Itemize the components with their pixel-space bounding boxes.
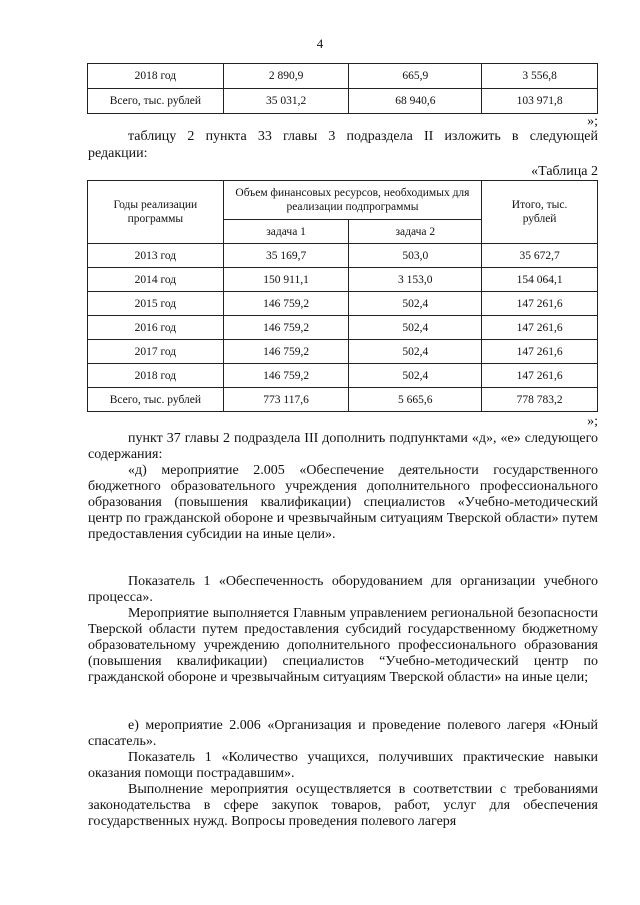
table-cell: 146 759,2 [223, 364, 349, 388]
table2-label: «Таблица 2 [531, 164, 598, 179]
paragraph: е) мероприятие 2.006 «Организация и проведение полевого лагеря «Юный спасатель». [88, 718, 598, 749]
table-cell: 773 117,6 [223, 388, 349, 412]
table-cell: 147 261,6 [482, 292, 598, 316]
intro-line2: редакции: [88, 146, 148, 161]
table-cell: 147 261,6 [482, 340, 598, 364]
table-cell: 2017 год [88, 340, 224, 364]
header-task2: задача 2 [349, 220, 482, 244]
table-row [88, 340, 598, 364]
table-cell: 150 911,1 [223, 268, 349, 292]
table-header-row [88, 181, 598, 220]
table-cell: 2018 год [88, 364, 224, 388]
table-cell: 502,4 [349, 364, 482, 388]
header-task1: задача 1 [223, 220, 349, 244]
table-row [88, 292, 598, 316]
table-row [88, 316, 598, 340]
intro-line1: таблицу 2 пункта 33 главы 3 подраздела II изложить в следующей [128, 129, 598, 144]
table-row [88, 388, 598, 412]
header-years: Годы реализации программы [88, 181, 224, 244]
page-number: 4 [316, 36, 324, 51]
table-row [88, 364, 598, 388]
paragraph: Показатель 1 «Обеспеченность оборудованием для организации учебного процесса». [88, 574, 598, 605]
table-cell: 68 940,6 [349, 89, 482, 114]
paragraph: Выполнение мероприятия осуществляется в соответствии с требованиями законодательства в сфере закупок товаров, работ, услуг для обеспечения государственных нужд. Вопросы проведения полевого лагеря [88, 782, 598, 829]
table-cell: 2015 год [88, 292, 224, 316]
table-cell: 503,0 [349, 244, 482, 268]
funding-table-continuation [87, 63, 598, 114]
table1-closing: »; [587, 114, 598, 129]
table-cell: 665,9 [349, 64, 482, 89]
table-cell: 154 064,1 [482, 268, 598, 292]
table-cell: 778 783,2 [482, 388, 598, 412]
table-cell: 146 759,2 [223, 292, 349, 316]
table-cell: 146 759,2 [223, 340, 349, 364]
table-cell: 3 153,0 [349, 268, 482, 292]
table-cell: 35 672,7 [482, 244, 598, 268]
header-financing: Объем финансовых ресурсов, необходимых для реализации подпрограммы [223, 181, 481, 220]
table-row [88, 64, 598, 89]
table-cell: 147 261,6 [482, 364, 598, 388]
table2-closing: »; [587, 414, 598, 429]
table-cell: 2 890,9 [223, 64, 349, 89]
table-row [88, 244, 598, 268]
table-cell: 5 665,6 [349, 388, 482, 412]
table-cell: 502,4 [349, 292, 482, 316]
funding-table-2 [87, 180, 598, 412]
table-cell: 35 169,7 [223, 244, 349, 268]
paragraph: «д) мероприятие 2.005 «Обеспечение деятельности государственного бюджетного образовательного учреждения дополнительного профессионального образования (повышения квалификации) специалистов «Учебно-методический центр по гражданской обороне и чрезвычайным ситуациям Тверской области» путем предоставления субсидии на иные цели». [88, 463, 598, 542]
table-cell: Всего, тыс. рублей [88, 89, 224, 114]
table-cell: Всего, тыс. рублей [88, 388, 224, 412]
table-cell: 2013 год [88, 244, 224, 268]
paragraph: пункт 37 главы 2 подраздела III дополнить подпунктами «д», «е» следующего содержания: [88, 431, 598, 462]
table-cell: 502,4 [349, 316, 482, 340]
table-cell: 146 759,2 [223, 316, 349, 340]
table-cell: 3 556,8 [482, 64, 598, 89]
paragraph: Показатель 1 «Количество учащихся, получивших практические навыки оказания помощи пострадавшим». [88, 750, 598, 781]
table-cell: 502,4 [349, 340, 482, 364]
table-cell: 35 031,2 [223, 89, 349, 114]
table-row [88, 89, 598, 114]
table-cell: 103 971,8 [482, 89, 598, 114]
table-cell: 2018 год [88, 64, 224, 89]
table-row [88, 268, 598, 292]
table-cell: 147 261,6 [482, 316, 598, 340]
paragraph: Мероприятие выполняется Главным управлением региональной безопасности Тверской области путем предоставления субсидий государственному бюджетному образовательному учреждению дополнительного профессионального образования (повышения квалификации) специалистов “Учебно-методический центр по гражданской обороне и чрезвычайным ситуациям Тверской области» на иные цели; [88, 606, 598, 685]
table-cell: 2016 год [88, 316, 224, 340]
header-total: Итого, тыс. рублей [482, 181, 598, 244]
table-cell: 2014 год [88, 268, 224, 292]
